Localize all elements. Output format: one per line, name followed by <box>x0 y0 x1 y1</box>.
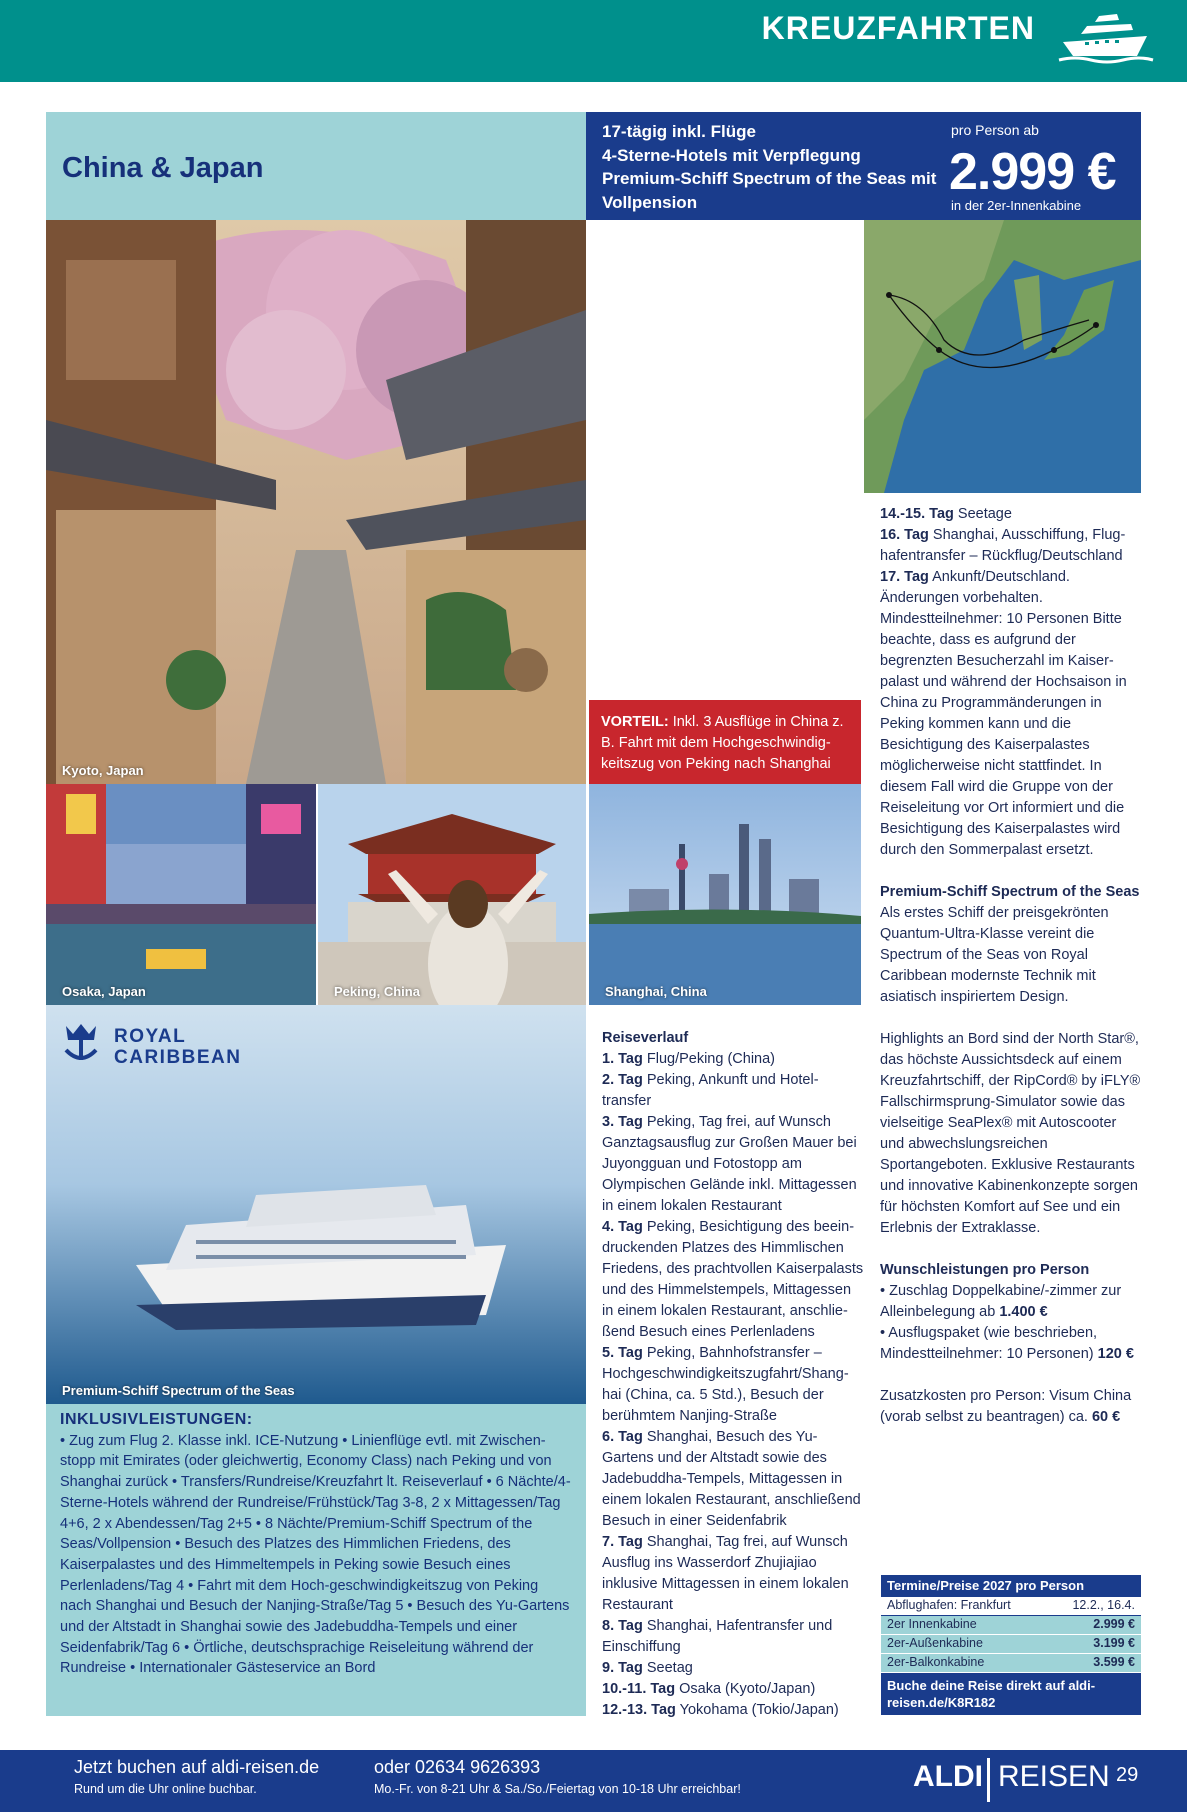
photo-caption: Premium-Schiff Spectrum of the Seas <box>62 1383 295 1398</box>
page-number: 29 <box>1116 1764 1139 1786</box>
itinerary-day: 8. Tag Shanghai, Hafentransfer und Einschiffung <box>602 1618 833 1655</box>
itinerary-day: 14.-15. Tag Seetage <box>880 506 1012 522</box>
extra-costs: Zusatzkosten pro Person: Visum China (vorab selbst zu beantragen) ca. 60 € <box>880 1388 1132 1425</box>
book-online-sub: Rund um die Uhr online buchbar. <box>74 1782 257 1796</box>
price-prefix: pro Person ab <box>951 122 1039 138</box>
kyoto-photo <box>46 220 586 784</box>
price-row: 2er-Balkonkabine 3.599 € <box>881 1654 1141 1673</box>
route-map <box>864 220 1141 493</box>
book-online-link[interactable]: Jetzt buchen auf aldi-reisen.de <box>74 1757 320 1777</box>
offer-line: Premium-Schiff Spectrum of the Seas mit <box>602 169 937 188</box>
price-table-heading: Termine/Preise 2027 pro Person <box>881 1575 1141 1597</box>
price-table <box>881 1575 1141 1715</box>
osaka-photo <box>46 784 316 1005</box>
itinerary-day: 12.-13. Tag Yokohama (Tokio/Japan) <box>602 1702 839 1718</box>
brand-line-1: ROYAL <box>114 1026 187 1047</box>
notes: Änderungen vorbehalten. Mindestteilnehmer: 10 Personen Bitte beachte, dass es aufgrund der begrenzten Besucherzahl im Kaiser-palast und während der Hochsaison in China zu Programmänderungen in Peking kommen kann und die Besichtigung des Kaiserpalastes möglicherweise nicht stattfindet. In diesem Fall wird die Gruppe von der Reiseleitung vor Ort informiert und die Besichtigung des Kaiserpalastes wird durch den Sommerpalast ersetzt. <box>880 590 1127 858</box>
itinerary-day: 6. Tag Shanghai, Besuch des Yu-Gartens und der Altstadt sowie des Jadebuddha-Tempels, Mittagessen in einem lokalen Restaurant, anschließend Besuch in einer Seidenfabrik <box>602 1429 861 1529</box>
offer-box <box>586 112 1141 220</box>
itinerary-day: 7. Tag Shanghai, Tag frei, auf Wunsch Ausflug ins Wasserdorf Zhujiajiao inklusive Mittagessen in einem lokalen Restaurant <box>602 1534 849 1613</box>
logo-divider <box>987 1758 990 1802</box>
right-column <box>880 504 1142 1428</box>
photo-caption: Osaka, Japan <box>62 984 146 999</box>
peking-photo <box>318 784 586 1005</box>
itinerary-day: 4. Tag Peking, Besichtigung des beein-druckenden Platzes des Himmlischen Friedens, des prachtvollen Kaiserpalasts und des Himmelstempels, Mittagessen in einem lokalen Restaurant, anschlie-ßend Besuch eines Perlenladens <box>602 1219 864 1340</box>
offer-lines <box>602 120 936 214</box>
aldi-logo: ALDI <box>913 1760 983 1793</box>
advantage-label: VORTEIL: <box>601 714 669 730</box>
inclusive-box <box>46 1404 586 1716</box>
offer-line: 17-tägig inkl. Flüge <box>602 122 756 141</box>
ship-text: Als erstes Schiff der preisgekrönten Quantum-Ultra-Klasse vereint die Spectrum of the Seas von Royal Caribbean modernste Technik mit asiatisch inspiriertem Design. <box>880 905 1109 1005</box>
itinerary-day: 16. Tag Shanghai, Ausschiffung, Flug-hafentransfer – Rückflug/Deutschland <box>880 527 1126 564</box>
cruise-ship-icon <box>1055 4 1155 64</box>
price-row: 2er-Außenkabine 3.199 € <box>881 1635 1141 1654</box>
itinerary-heading: Reiseverlauf <box>602 1030 689 1046</box>
category-title: KREUZFAHRTEN <box>761 10 1035 46</box>
advantage-box <box>589 700 861 786</box>
inclusive-text: • Zug zum Flug 2. Klasse inkl. ICE-Nutzung • Linienflüge evtl. mit Zwischen-stopp mit Emirates (oder gleichwertig, Economy Class) nach Peking und von Shanghai zurück • Transfers/Rundreise/Kreuzfahrt lt. Reiseverlauf • 6 Nächte/4-Sterne-Hotels während der Rundreise/Frühstück/Tag 3-8, 2 x Mittagessen/Tag 4+6, 2 x Abendessen/Tag 2+5 • 8 Nächte/Premium-Schiff Spectrum of the Seas/Vollpension • Besuch des Platzes des Himmlichen Friedens, des Kaiserpalastes und des Himmeltempels in Peking sowie Besuch eines Perlenladens/Tag 4 • Fahrt mit dem Hoch-geschwindigkeitszug von Peking nach Shanghai und Besuch der Nanjing-Straße/Tag 5 • Besuch des Yu-Gartens und der Altstadt in Shanghai sowie des Jadebuddha-Tempels und einer Seidenfabrik/Tag 6 • Örtliche, deutschsprachige Reiseleitung während der Rundreise • Internationaler Gästeservice an Bord <box>60 1432 571 1677</box>
highlights: Highlights an Bord sind der North Star®, das höchste Aussichtsdeck auf einem Kreuzfahrtschiff, der RipCord® by iFLY® Fallschirmsprung-Simulator sowie das vielseitige SeaPlex® mit Autoscooter und abwechslungsreichen Sportangeboten. Exklusive Restaurants und innovative Kabinenkonzepte sorgen für höchsten Komfort auf See und ein Erlebnis der Extraklasse. <box>880 1031 1141 1236</box>
footer-bar <box>0 1750 1187 1812</box>
ship-heading: Premium-Schiff Spectrum of the Seas <box>880 884 1140 900</box>
wish-item: • Ausflugspaket (wie beschrieben, Mindestteilnehmer: 10 Personen) 120 € <box>880 1325 1134 1362</box>
offer-line: 4-Sterne-Hotels mit Verpflegung <box>602 145 861 165</box>
wish-heading: Wunschleistungen pro Person <box>880 1262 1090 1278</box>
anchor-crown-icon <box>58 1020 104 1066</box>
price: 2.999 € <box>949 143 1116 201</box>
itinerary-day: 5. Tag Peking, Bahnhofstransfer – Hochgeschwindigkeitszugfahrt/Shang-hai (China, ca. 5 Std.), Besuch der berühmtem Nanjing-Straße <box>602 1345 849 1424</box>
itinerary-day: 3. Tag Peking, Tag frei, auf Wunsch Ganztagsausflug zur Großen Mauer bei Juyongguan und Fotostopp am Olympischen Gelände inkl. Mittagessen in einem lokalen Restaurant <box>602 1114 857 1214</box>
itinerary-day: 10.-11. Tag Osaka (Kyoto/Japan) <box>602 1681 816 1697</box>
price-row: 2er Innenkabine 2.999 € <box>881 1616 1141 1635</box>
itinerary <box>602 1028 864 1721</box>
phone-hours: Mo.-Fr. von 8-21 Uhr & Sa./So./Feiertag von 10-18 Uhr erreichbar! <box>374 1782 741 1796</box>
wish-item: • Zuschlag Doppelkabine/-zimmer zur Alleinbelegung ab 1.400 € <box>880 1283 1122 1320</box>
advantage-text: Inkl. 3 Ausflüge in China z. B. Fahrt mit dem Hochgeschwindig-keitszug von Peking nach Shanghai <box>601 714 844 772</box>
title-box <box>46 112 586 220</box>
inclusive-heading: INKLUSIVLEISTUNGEN: <box>60 1411 253 1428</box>
top-bar <box>0 0 1187 82</box>
photo-caption: Kyoto, Japan <box>62 763 144 778</box>
offer-line: Vollpension <box>602 192 698 212</box>
price-row-airport: Abflughafen: Frankfurt 12.2., 16.4. <box>881 1597 1141 1616</box>
reisen-logo: REISEN <box>998 1760 1110 1793</box>
phone-number[interactable]: oder 02634 9626393 <box>374 1757 541 1777</box>
photo-caption: Shanghai, China <box>605 984 707 999</box>
itinerary-day: 9. Tag Seetag <box>602 1660 693 1676</box>
page-title: China & Japan <box>62 152 264 184</box>
brand-line-2: CARIBBEAN <box>114 1047 242 1068</box>
itinerary-day: 1. Tag Flug/Peking (China) <box>602 1051 776 1067</box>
itinerary-day: 2. Tag Peking, Ankunft und Hotel-transfer <box>602 1072 819 1109</box>
booking-link[interactable]: Buche deine Reise direkt auf aldi-reisen.de/K8R182 <box>881 1673 1141 1715</box>
shanghai-photo <box>589 784 861 1005</box>
itinerary-day: 17. Tag Ankunft/Deutschland. <box>880 569 1070 585</box>
price-suffix: in der 2er-Innenkabine <box>951 198 1082 213</box>
royal-caribbean-logo <box>58 1020 258 1070</box>
photo-caption: Peking, China <box>334 984 420 999</box>
